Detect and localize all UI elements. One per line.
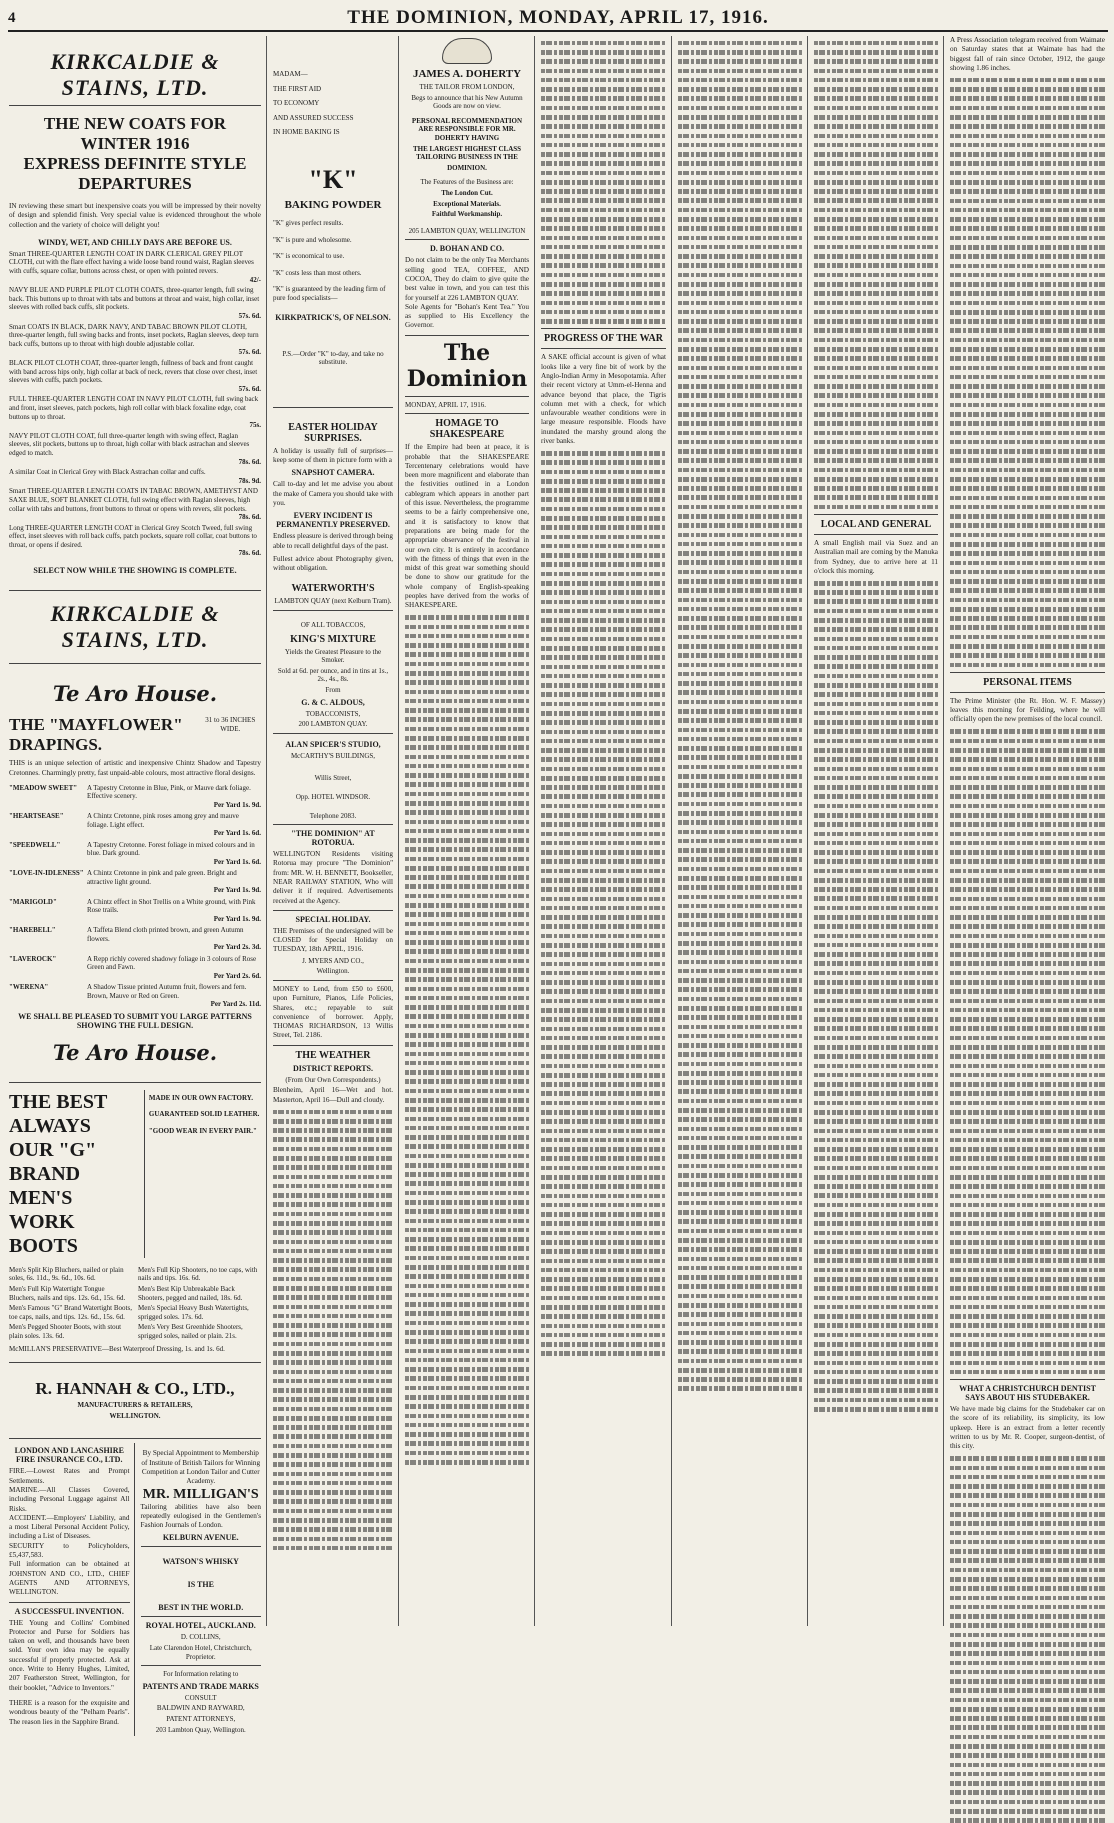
doherty-body: Begs to announce that his New Autumn Goods are now on view. xyxy=(411,93,523,111)
insurance-line: MARINE.—All Classes Covered, including Personal Luggage against All Risks. xyxy=(9,1485,130,1513)
col5-text xyxy=(678,41,802,1391)
col4-text-top xyxy=(541,41,666,324)
coat-price: 78s. 6d. xyxy=(238,457,261,466)
draping-name: "HAREBELL" xyxy=(9,926,56,935)
coat-item xyxy=(9,395,261,429)
boots-list-right xyxy=(138,1264,261,1343)
editorial-title: HOMAGE TO SHAKESPEARE xyxy=(429,418,505,441)
te-aro-ad xyxy=(9,668,261,1078)
patents-sub: PATENT ATTORNEYS, xyxy=(166,1715,236,1724)
personal-body: The Prime Minister (the Rt. Hon. W. F. Massey) leaves this morning for Feilding, where he will officially open the new premises of the local council. xyxy=(950,696,1105,724)
draping-price: Per Yard 1s. 6d. xyxy=(213,829,261,838)
coat-price: 75s. xyxy=(249,421,261,430)
drapings-footer: WE SHALL BE PLEASED TO SUBMIT YOU LARGE PATTERNS SHOWING THE FULL DESIGN. xyxy=(18,1011,252,1030)
draping-price: Per Yard 2s. 3d. xyxy=(213,943,261,952)
hotel-name: ROYAL HOTEL, AUCKLAND. xyxy=(145,1621,256,1631)
local-text-body xyxy=(814,581,938,1412)
draping-price: Per Yard 1s. 9d. xyxy=(213,886,261,895)
coat-description: Smart COATS IN BLACK, DARK NAVY, AND TABAC BROWN PILOT CLOTH, three-quarter length, full swing backs and fronts, inset pockets, Raglan sleeves, deep turn back cuffs, buttons up to throat with high double adjustable collar. xyxy=(9,322,259,348)
coat-description: Long THREE-QUARTER LENGTH COAT in Clerical Grey Scotch Tweed, full swing effect, inset sleeves with roll back cuffs, patch pockets, square roll collar, coat buttons to throat, or opens if desired. xyxy=(9,523,257,549)
te-aro-title-2: Te Aro House. xyxy=(52,1039,218,1065)
drapings-list xyxy=(9,784,261,1009)
doherty-sub: THE TAILOR FROM LONDON, xyxy=(419,83,515,91)
coat-item xyxy=(9,468,261,485)
draping-detail xyxy=(87,841,261,867)
boots-title-2: OUR "G" BRAND xyxy=(9,1138,97,1185)
draping-name: "WERENA" xyxy=(9,983,49,992)
draping-description: A Chintz effect in Shot Trellis on a White ground, with Pink Rose trails. xyxy=(87,897,256,915)
boot-item: Men's Full Kip Shooters, no toe caps, with nails and tips. 16s. 6d. xyxy=(138,1265,258,1283)
editorial-text-body xyxy=(405,615,529,1464)
newspaper-title: THE DOMINION, MONDAY, APRIL 17, 1916. xyxy=(347,7,769,28)
easter-camera: SNAPSHOT CAMERA. xyxy=(291,468,375,478)
studio-addr-1: McCARTHY'S BUILDINGS, xyxy=(290,751,376,760)
boots-ad xyxy=(9,1087,261,1358)
column-4 xyxy=(536,36,671,1626)
easter-body: A holiday is usually full of surprises—keep some of them in picture form with a xyxy=(273,446,393,465)
patents-firm: BALDWIN AND RAYWARD, xyxy=(156,1704,245,1713)
quote-text-body xyxy=(950,1456,1105,1823)
milligan-body: Tailoring abilities have also been repeatedly eulogised in the Gentlemen's Fashion Journals of London. xyxy=(140,1502,261,1530)
boot-item: Men's Special Heavy Bush Watertights, sprigged soles. 17s. 6d. xyxy=(138,1304,249,1321)
column-3 xyxy=(400,36,534,1626)
draping-detail xyxy=(87,983,261,1009)
watson-line-2: BEST IN THE WORLD. xyxy=(158,1603,244,1613)
coat-description: NAVY BLUE AND PURPLE PILOT CLOTH COATS, three-quarter length, full swing back. This buttons up to throat with tabs and buttons at throat and waist, high collar, inset sleeves with rolled back cuffs, slit pockets. xyxy=(9,286,260,312)
easter-title: EASTER HOLIDAY SURPRISES. xyxy=(288,421,378,444)
tobacco-line: OF ALL TOBACCOS, xyxy=(300,620,366,629)
hotel-owner: D. COLLINS, xyxy=(180,1633,221,1642)
draping-detail xyxy=(87,955,261,981)
draping-description: A Chintz Cretonne in pink and pale green. Bright and attractive light ground. xyxy=(87,869,237,886)
madam-line: AND ASSURED SUCCESS xyxy=(273,113,354,122)
money-body: MONEY to Lend, from £50 to £600, upon Furniture, Pianos, Life Policies, Shares, etc.; repayable to suit convenience of borrower. Apply, THOMAS RICHARDSON, 13 Willis Street, Tel. 2186. xyxy=(273,984,393,1040)
waterworth-address: LAMBTON QUAY (next Kelburn Tram). xyxy=(274,597,392,606)
kirkcaldie-name-2: KIRKCALDIE & STAINS, LTD. xyxy=(50,601,220,653)
milligan-name: MR. MILLIGAN'S xyxy=(142,1486,259,1502)
easter-event: EVERY INCIDENT IS PERMANENTLY PRESERVED. xyxy=(276,511,390,530)
weather-text-body xyxy=(273,1110,393,1551)
draping-description: A Tapestry Cretonne. Forest foliage in mixed colours and in blue. Dark ground. xyxy=(87,840,255,858)
watson-name: WATSON'S WHISKY xyxy=(162,1557,239,1567)
coat-price: 57s. 6d. xyxy=(238,312,261,321)
baking-powder-firm: KIRKPATRICK'S, OF NELSON. xyxy=(275,312,391,322)
tobacco-price: Sold at 6d. per ounce, and in tins at 1s., 2s., 4s., 8s. xyxy=(277,666,389,684)
madam-lines xyxy=(273,70,393,137)
coat-price: 57s. 6d. xyxy=(238,348,261,357)
doherty-materials: Exceptional Materials. xyxy=(433,199,501,208)
hannah-ad xyxy=(9,1367,261,1434)
draping-name: "LOVE-IN-IDLENESS" xyxy=(9,869,84,878)
coat-price: 78s. 6d. xyxy=(238,513,261,522)
coat-item xyxy=(9,323,261,357)
draping-name: "LAVEROCK" xyxy=(9,954,57,963)
easter-body-3: Endless pleasure is derived through being able to recall delightful days of the past. xyxy=(273,532,393,550)
notice-body: THE Premises of the undersigned will be CLOSED for Special Holiday on TUESDAY, 18th APRIL, 1916. xyxy=(273,926,393,954)
insurance-name: LONDON AND LANCASHIRE FIRE INSURANCE CO., LTD. xyxy=(14,1446,124,1465)
local-title: LOCAL AND GENERAL xyxy=(820,519,932,531)
doherty-address: 205 LAMBTON QUAY, WELLINGTON xyxy=(408,226,526,235)
coat-price: 42/- xyxy=(249,275,261,284)
column-rule xyxy=(398,36,399,1626)
insurance-line: SECURITY to Policyholders, £5,437,583. xyxy=(9,1541,130,1560)
column-rule xyxy=(534,36,535,1626)
bohan-sub: Sole Agents for "Bohan's Kent Tea." You as supplied to His Excellency the Governor. xyxy=(405,302,529,330)
coats-headline: THE NEW COATS FOR WINTER 1916 xyxy=(43,114,227,153)
coat-price: 78s. 9d. xyxy=(238,476,261,485)
draping-description: A Tapestry Cretonne in Blue, Pink, or Mauve dark foliage. Effective scenery. xyxy=(87,783,251,801)
war-title: PROGRESS OF THE WAR xyxy=(543,333,663,345)
boots-list-left xyxy=(9,1264,132,1343)
boots-side-2: GUARANTEED SOLID LEATHER. xyxy=(148,1110,260,1119)
boot-item: Men's Full Kip Watertight Tongue Bluchers, nails and tips. 12s. 6d., 15s. 6d. xyxy=(9,1285,126,1302)
draping-price: Per Yard 1s. 6d. xyxy=(213,857,261,866)
insurance-line: ACCIDENT.—Employers' Liability, and a most Liberal Personal Accident Policy, including a List of Diseases. xyxy=(9,1513,130,1541)
coat-item xyxy=(9,359,261,393)
coat-description: Smart THREE-QUARTER LENGTH COAT IN DARK CLERICAL GREY PILOT CLOTH, cut with the flare effect having a wide loose band round waist, Raglan sleeves with cuffs, square collar, buttons across chest, or open with pointed revers. xyxy=(9,249,254,276)
col7-text-top xyxy=(950,78,1105,667)
bohan-body: Do not claim to be the only Tea Merchants selling good TEA, COFFEE, AND COCOA, They do claim to give quite the best value in town, and you can test this for yourself at 226 LAMBTON QUAY. xyxy=(405,256,529,302)
draping-name: "HEARTSEASE" xyxy=(9,812,64,821)
draping-item xyxy=(9,983,261,1009)
baking-point: "K" costs less than most others. xyxy=(273,268,362,277)
coats-subheadline: EXPRESS DEFINITE STYLE DEPARTURES xyxy=(23,154,247,193)
column-ads-left xyxy=(4,36,266,1734)
doherty-p1: PERSONAL RECOMMENDATION ARE RESPONSIBLE FOR MR. DOHERTY HAVING xyxy=(411,116,523,142)
baking-powder-title: BAKING POWDER xyxy=(284,198,382,211)
coat-description: NAVY PILOT CLOTH COAT, full three-quarter length with swing effect, Raglan sleeves, slit pockets, buttons up to throat, high collar with black astrachan and sleeves edged to match. xyxy=(9,431,250,457)
draping-description: A Shadow Tissue printed Autumn fruit, flowers and fern. Brown, Mauve or Red on Green. xyxy=(87,983,247,1000)
weather-note: (From Our Own Correspondents.) xyxy=(285,1075,381,1084)
milligan-address: KELBURN AVENUE. xyxy=(162,1533,239,1543)
tobacco-from: From xyxy=(325,685,341,694)
paper-date: MONDAY, APRIL 17, 1916. xyxy=(405,400,487,409)
column-5 xyxy=(673,36,807,1626)
doherty-p2: THE LARGEST HIGHEST CLASS TAILORING BUSINESS IN THE xyxy=(412,144,522,162)
madam-line: THE FIRST AID xyxy=(273,84,322,93)
draping-item xyxy=(9,784,261,810)
notice-sign: J. MYERS AND CO., xyxy=(302,956,364,965)
madam-line: TO ECONOMY xyxy=(273,99,320,108)
madam-line: MADAM— xyxy=(273,70,308,78)
boots-title-1: THE BEST ALWAYS xyxy=(9,1090,108,1137)
hotel-address: Late Clarendon Hotel, Christchurch, Proprietor. xyxy=(149,1644,252,1661)
coat-description: BLACK PILOT CLOTH COAT, three-quarter length, fullness of back and front caught with band across hips only, high collar at back of neck, revers that close over chest, inset sleeves with cuffs, patch pockets. xyxy=(9,359,258,385)
draping-item xyxy=(9,926,261,952)
coat-price: 57s. 6d. xyxy=(238,384,261,393)
mayflower-intro: THIS is an unique selection of artistic and inexpensive Chintz Shadow and Tapestry Cretonnes. Charmingly pretty, fast unpaid-able colours, most attractive floral designs. xyxy=(9,759,261,777)
baking-point: "K" gives perfect results. xyxy=(273,218,344,227)
tobacco-body: Yields the Greatest Pleasure to the Smoker. xyxy=(284,647,382,665)
draping-description: A Chintz Cretonne, pink roses among grey and mauve foliage. Light effect. xyxy=(87,812,239,829)
tobacco-sub: TOBACCONISTS, xyxy=(305,709,361,718)
patents-address: 203 Lambton Quay, Wellington. xyxy=(155,1725,246,1734)
baking-powder-points xyxy=(273,219,393,303)
local-body: A small English mail via Suez and an Australian mail are coming by the Manuka from Sydney, due to arrive here at 11 o'clock this morning. xyxy=(814,539,938,575)
draping-item xyxy=(9,812,261,838)
doherty-p3: DOMINION. xyxy=(447,163,487,172)
kings-mixture: KING'S MIXTURE xyxy=(290,633,376,645)
studio-phone: Telephone 2083. xyxy=(309,811,357,820)
draping-detail xyxy=(87,926,261,952)
milligan-intro: By Special Appointment to Membership of Institute of British Tailors for Winning Competition at London Tailor and Cutter Academy. xyxy=(141,1449,261,1486)
weather-title: THE WEATHER xyxy=(295,1049,371,1061)
watson-line-1: IS THE xyxy=(187,1580,214,1590)
personal-title: PERSONAL ITEMS xyxy=(983,676,1072,688)
boot-item: Men's Very Best Greenhide Shooters, sprigged soles, nailed or plain. 21s. xyxy=(138,1323,243,1341)
invention-title: A SUCCESSFUL INVENTION. xyxy=(14,1606,124,1616)
coat-description: A similar Coat in Clerical Grey with Black Astrachan collar and cuffs. xyxy=(9,468,206,477)
column-7 xyxy=(945,36,1110,1626)
draping-detail xyxy=(87,812,261,838)
coat-item xyxy=(9,286,261,320)
draping-name: "MARIGOLD" xyxy=(9,897,57,906)
kirkcaldie-name: KIRKCALDIE & STAINS, LTD. xyxy=(50,49,220,100)
quote-body: We have made big claims for the Studebaker car on the score of its reliability, its simplicity, its low upkeep. Here is an extract from a letter recently written to us by Mr. R. Cooper, surgeon-dentist, of this city. xyxy=(950,1405,1105,1451)
te-aro-title: Te Aro House. xyxy=(52,681,218,707)
draping-description: A Repp richly covered shadowy foliage in 3 colours of Rose Green and Fawn. xyxy=(87,954,257,972)
milligan-ad xyxy=(141,1443,262,1736)
boots-side-3: "GOOD WEAR IN EVERY PAIR." xyxy=(148,1127,257,1136)
mayflower-sub: DRAPINGS. xyxy=(9,735,103,755)
masthead xyxy=(8,6,1108,32)
coats-tagline: WINDY, WET, AND CHILLY DAYS ARE BEFORE US. xyxy=(38,237,232,247)
notice-title: SPECIAL HOLIDAY. xyxy=(295,914,371,924)
hannah-city: WELLINGTON. xyxy=(109,1411,161,1420)
weather-body: Blenheim, April 16—Wet and hot. Masterton, April 16—Dull and cloudy. xyxy=(273,1086,393,1104)
doherty-workmanship: Faithful Workmanship. xyxy=(431,210,503,219)
insurance-lines xyxy=(9,1467,130,1597)
insurance-line: Full information can be obtained at JOHNSTON AND CO., LTD., CHIEF AGENTS AND ATTORNEYS, WELLINGTON. xyxy=(9,1560,130,1597)
draping-detail xyxy=(87,869,261,895)
draping-item xyxy=(9,898,261,924)
baking-point: "K" is pure and wholesome. xyxy=(273,235,352,244)
doherty-features: The Features of the Business are: xyxy=(420,178,514,187)
tobacco-firm: G. & C. ALDOUS, xyxy=(301,697,365,707)
baking-point: "K" is guaranteed by the leading firm of pure food specialists— xyxy=(273,285,386,302)
notice-city: Wellington. xyxy=(316,967,350,976)
weather-sub: DISTRICT REPORTS. xyxy=(292,1063,374,1073)
waterworth-name: WATERWORTH'S xyxy=(291,583,375,595)
k-brand: "K" xyxy=(308,164,358,194)
war-body: A SAKE official account is given of what looks like a very fine bit of work by the Anglo-Indian Army in Mesopotamia. After their recent victory at Umm-el-Henna and advance beyond that place, the Tigris column met with a check, for which unfavourable weather conditions were in large measure responsible. Floods have inundated the marshy ground along the river banks. xyxy=(541,353,666,446)
paper-title: The Dominion xyxy=(406,339,528,392)
draping-name: "MEADOW SWEET" xyxy=(9,783,78,792)
studio-addr-2: Willis Street, xyxy=(314,774,352,783)
doherty-cut: The London Cut. xyxy=(441,188,493,197)
editorial-body: If the Empire had been at peace, it is probable that the SHAKESPEARE Tercentenary celebrations would have been more magnificent and elaborate than the festivities outlined in a London cablegram which appears in another part of this issue. Nevertheless, the programme seems to be a fairly comprehensive one, and it is satisfactory to know that preparations are being made for the appropriate observance of the festival in our own city. It is entirely in accordance with the fitness of things that even in the midst of this great war something should be done to show our gratitude for the whole company of English-speaking peoples have derived from the works of SHAKESPEARE. xyxy=(405,443,529,610)
coat-description: Smart THREE-QUARTER LENGTH COATS IN TABAC BROWN, AMETHYST AND SAXE BLUE, SOFT BLANKET CLOTH, full swing effect with Raglan sleeves, high collar with tabs and buttons, front buttons to throat or opens with revers, slit pockets. xyxy=(9,487,258,513)
draping-item xyxy=(9,955,261,981)
patents-consult: CONSULT xyxy=(184,1693,217,1702)
hannah-sub: MANUFACTURERS & RETAILERS, xyxy=(77,1401,193,1410)
coats-list xyxy=(9,250,261,558)
coat-description: FULL THREE-QUARTER LENGTH COAT IN NAVY PILOT CLOTH, full swing back and front, inset sleeves, patch pockets, high roll collar with black foxaline edge, coat buttons up to throat. xyxy=(9,395,259,421)
studio-addr-3: Opp. HOTEL WINDSOR. xyxy=(295,792,371,801)
draping-description: A Taffeta Blend cloth printed brown, and green Autumn flowers. xyxy=(87,926,244,943)
madam-line: IN HOME BAKING IS xyxy=(273,128,340,137)
boot-item: Men's Best Kip Unbreakable Back Shooters, pegged and nailed, 18s. 6d. xyxy=(138,1285,243,1302)
column-rule xyxy=(807,36,808,1626)
insurance-line: FIRE.—Lowest Rates and Prompt Settlements. xyxy=(9,1467,130,1485)
tobacco-address: 200 LAMBTON QUAY. xyxy=(298,720,368,729)
mayflower-headline: THE "MAYFLOWER" xyxy=(9,714,183,734)
invention-body: THE Young and Collins' Combined Protector and Purse for Soldiers has taken on well, and thousands have been sold. Your own idea may be equally successful if properly protected. Ask at once. Write to Henry Hughes, Limited, 207 Featherston Street, Wellington, for their booklet, "Advice to Inventors." xyxy=(9,1618,130,1692)
draping-detail xyxy=(87,784,261,810)
war-text-body xyxy=(541,451,666,1356)
draping-item xyxy=(9,841,261,867)
boots-title-3: MEN'S WORK BOOTS xyxy=(9,1186,78,1257)
coat-item xyxy=(9,487,261,521)
coat-item xyxy=(9,250,261,284)
draping-detail xyxy=(87,898,261,924)
column-rule xyxy=(266,36,267,1626)
invention-body-2: THERE is a reason for the exquisite and wondrous beauty of the "Pelham Pearls". The reason lies in the Sapphire Brand. xyxy=(9,1698,130,1726)
patents-intro: For Information relating to xyxy=(163,1670,239,1679)
boots-side-1: MADE IN OUR OWN FACTORY. xyxy=(148,1093,253,1102)
quote-title: WHAT A CHRISTCHURCH DENTIST SAYS ABOUT HIS STUDEBAKER. xyxy=(959,1384,1096,1403)
rotorua-title: "THE DOMINION" AT ROTORUA. xyxy=(291,829,375,848)
page-number: 4 xyxy=(8,9,16,26)
baking-powder-ps: P.S.—Order "K" to-day, and take no substitute. xyxy=(282,349,384,367)
coat-price: 78s. 6d. xyxy=(238,549,261,558)
association-body: A Press Association telegram received from Waimate on Saturday states that at Waimate has had the biggest fall of rain since October, 1912, the gauge showing 1.86 inches. xyxy=(950,36,1105,72)
boot-item: Men's Pegged Shooter Boots, with stout plain soles. 13s. 6d. xyxy=(9,1323,122,1341)
easter-body-2: Call to-day and let me advise you about the make of Camera you should take with you. xyxy=(273,480,393,507)
easter-body-4: Fullest advice about Photography given, without obligation. xyxy=(273,554,393,573)
boot-item: Men's Famous "G" Brand Watertight Boots, toe caps, nails, and tips. 12s. 6d., 15s. 6d. xyxy=(9,1304,132,1321)
studio-name: ALAN SPICER'S STUDIO, xyxy=(285,739,381,749)
boots-footer: McMILLAN'S PRESERVATIVE—Best Waterproof Dressing, 1s. and 1s. 6d. xyxy=(9,1344,225,1353)
col6-text-top xyxy=(814,41,938,510)
royal-crest-icon xyxy=(442,38,492,64)
column-rule xyxy=(671,36,672,1626)
coat-item xyxy=(9,524,261,558)
column-6 xyxy=(809,36,943,1626)
coats-intro: IN reviewing these smart but inexpensive coats you will be impressed by their novelty of design and splendid finish. Very special value is evidenced throughout the whole collection and the variety of choice will delight you! xyxy=(9,202,261,229)
personal-text-body xyxy=(950,729,1105,1374)
draping-price: Per Yard 2s. 11d. xyxy=(210,1000,261,1009)
draping-price: Per Yard 2s. 6d. xyxy=(213,971,261,980)
column-ads-2 xyxy=(268,36,398,1626)
doherty-name: JAMES A. DOHERTY xyxy=(412,68,522,80)
draping-name: "SPEEDWELL" xyxy=(9,840,61,849)
coats-footer: SELECT NOW WHILE THE SHOWING IS COMPLETE. xyxy=(33,566,237,576)
hannah-name: R. HANNAH & CO., LTD., xyxy=(35,1379,235,1399)
boot-item: Men's Split Kip Bluchers, nailed or plain soles, 6s. 11d., 9s. 6d., 10s. 6d. xyxy=(9,1265,124,1283)
coat-item xyxy=(9,432,261,466)
bohan-name: D. BOHAN AND CO. xyxy=(429,244,504,254)
insurance-ad xyxy=(9,1443,135,1736)
mayflower-width: 31 to 36 INCHES WIDE. xyxy=(205,716,256,733)
draping-item xyxy=(9,869,261,895)
draping-price: Per Yard 1s. 9d. xyxy=(213,800,261,809)
kirkcaldie-ad xyxy=(9,36,261,586)
baking-point: "K" is economical to use. xyxy=(273,252,345,261)
draping-price: Per Yard 1s. 9d. xyxy=(213,914,261,923)
patents-title: PATENTS AND TRADE MARKS xyxy=(142,1681,259,1691)
column-rule xyxy=(943,36,944,1626)
rotorua-body: WELLINGTON Residents visiting Rotorua may procure "The Dominion" from: MR. W. H. BENNETT, Bookseller, NEAR RAILWAY STATION, Who will deliver it if required. Advertisements received at the Agency. xyxy=(273,850,393,905)
